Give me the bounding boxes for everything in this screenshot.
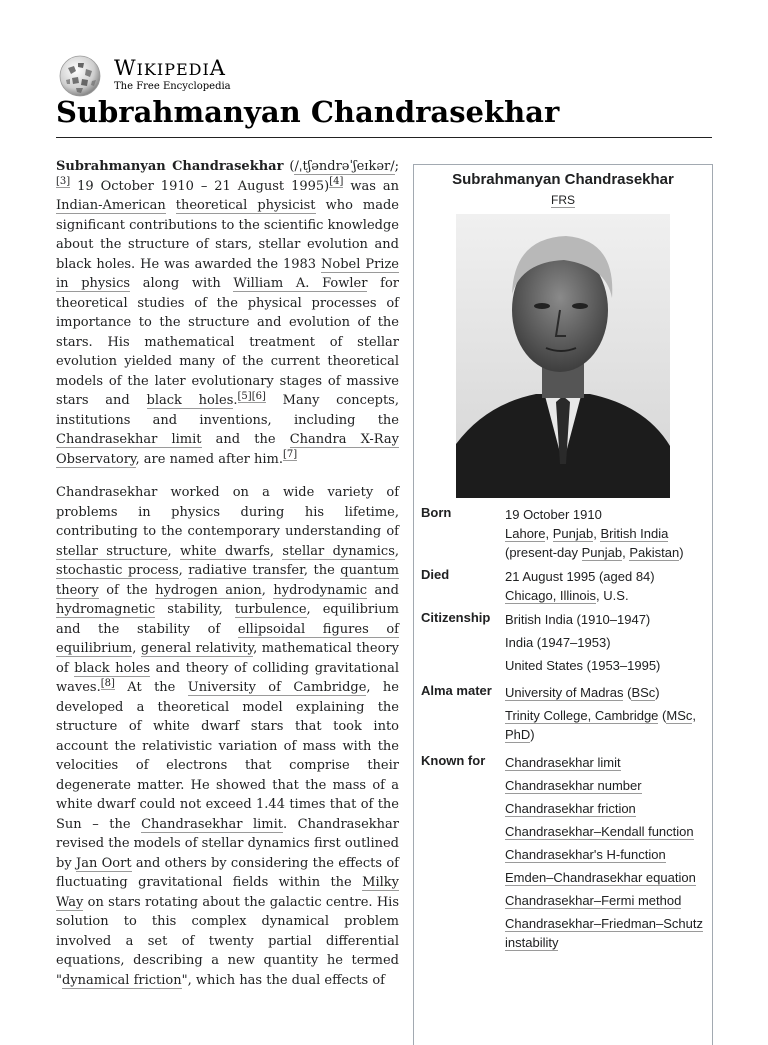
label-alma-mater: Alma mater — [421, 683, 492, 698]
text: , are named after him. — [135, 451, 284, 467]
data-born — [505, 505, 711, 562]
ref-link-5-6[interactable]: [5][6] — [237, 390, 266, 402]
ref-link-4[interactable]: [4] — [329, 176, 344, 188]
data-alma-mater — [505, 683, 711, 748]
link-known-for[interactable]: Emden–Chandrasekhar equation — [505, 870, 696, 885]
text: stability, — [155, 602, 235, 617]
born-place — [505, 524, 711, 543]
link-known-for[interactable]: Chandrasekhar–Fermi method — [505, 893, 682, 908]
text: , — [394, 543, 400, 559]
ref-3 — [56, 176, 70, 188]
link-hydrogen-anion[interactable]: hydrogen anion — [155, 582, 262, 598]
label-citizenship: Citizenship — [421, 610, 491, 625]
wordmark-cap-a: A — [209, 56, 226, 80]
text: Many concepts, institutions and inventions, including the — [56, 393, 399, 428]
text: , the — [303, 563, 341, 578]
link-hydromagnetic[interactable]: hydromagnetic — [56, 602, 156, 617]
citizenship-item: United States (1953–1995) — [505, 658, 661, 673]
link-pakistan[interactable]: Pakistan — [629, 545, 680, 560]
known-for-item — [505, 799, 711, 818]
text: along with — [130, 276, 234, 291]
text: , — [167, 543, 181, 559]
lifespan-text: 19 October 1910 – 21 August 1995) — [70, 178, 330, 194]
text: ", which has the dual effects of — [181, 972, 385, 988]
alma-trinity — [505, 706, 711, 744]
link-known-for[interactable]: Chandrasekhar–Kendall function — [505, 824, 694, 839]
text: . Chandrasekhar revised the models of stellar dynamics first outlined by — [56, 816, 399, 871]
article-body — [56, 157, 399, 1004]
link-william-fowler[interactable]: William A. Fowler — [233, 276, 368, 291]
text: , — [178, 563, 189, 578]
text: , — [261, 582, 274, 598]
wikipedia-wordmark[interactable] — [114, 56, 226, 80]
link-phd[interactable]: PhD — [505, 727, 531, 742]
data-citizenship — [505, 610, 711, 679]
known-for-item — [505, 822, 711, 841]
text: (present-day — [505, 545, 582, 560]
data-known-for — [505, 753, 711, 956]
link-known-for[interactable]: Chandrasekhar friction — [505, 801, 636, 816]
link-known-for[interactable]: Chandrasekhar–Friedman–Schutz instability — [505, 916, 703, 950]
known-for-item — [505, 868, 711, 887]
link-frs[interactable]: FRS — [551, 193, 575, 207]
link-black-holes-2[interactable]: black holes — [74, 660, 151, 676]
text: and others by considering the effects of fluctuating gravitational fields within the — [56, 855, 399, 890]
link-known-for[interactable]: Chandrasekhar limit — [505, 755, 621, 770]
lead-paragraph — [56, 157, 399, 469]
known-for-item — [505, 776, 711, 795]
known-for-item — [505, 914, 711, 952]
link-known-for[interactable]: Chandrasekhar's H-function — [505, 847, 666, 862]
text: ( — [623, 685, 632, 700]
text: and — [367, 582, 399, 598]
text: , U.S. — [596, 588, 629, 603]
link-chandra-observatory[interactable]: Chandra X-Ray Observatory — [56, 432, 399, 467]
link-turbulence[interactable]: turbulence — [234, 602, 307, 617]
infobox-name: Subrahmanyan Chandrasekhar — [452, 171, 674, 188]
text: of the — [98, 582, 156, 598]
text: for theoretical studies of the physical processes of importance to the structure and evolution of the stars. His mathematical treatment of stellar evolution yielded many of the current theoretical models of the later evolutionary stages of massive stars and — [56, 276, 399, 408]
text: , — [622, 545, 630, 560]
pronunciation-link[interactable]: /ˌtʃəndrəˈʃeɪkər/ — [294, 159, 395, 174]
link-radiative-transfer[interactable]: radiative transfer — [188, 563, 304, 578]
link-university-madras[interactable]: University of Madras — [505, 685, 624, 700]
text: ) — [530, 727, 535, 742]
text: , — [545, 526, 553, 541]
citizenship-item: India (1947–1953) — [505, 635, 611, 650]
wordmark-cap-w: W — [114, 56, 137, 80]
link-chicago[interactable]: Chicago, Illinois — [505, 588, 597, 603]
ref-5-6 — [238, 391, 266, 403]
text: At the — [114, 680, 188, 695]
infobox-post-nominal — [414, 193, 712, 207]
born-date: 19 October 1910 — [505, 507, 602, 522]
text: ) — [679, 545, 684, 560]
text: and the — [201, 432, 290, 447]
text: . — [233, 393, 238, 408]
known-for-item — [505, 891, 711, 910]
ref-8 — [101, 678, 115, 690]
ref-4 — [329, 176, 343, 188]
text: , equilibrium and the stability of — [56, 602, 399, 637]
ref-link-8[interactable]: [8] — [100, 677, 115, 689]
link-dynamical-friction[interactable]: dynamical friction — [61, 972, 182, 988]
link-quantum-theory[interactable]: quantum theory — [56, 563, 400, 598]
wikipedia-globe-icon[interactable] — [56, 54, 104, 98]
died-date: 21 August 1995 (aged 84) — [505, 569, 655, 584]
link-white-dwarfs[interactable]: white dwarfs — [180, 543, 270, 559]
citizenship-item: British India (1910–1947) — [505, 612, 651, 627]
infobox — [413, 164, 713, 1045]
text: on stars rotating about the galactic centre. His solution to this complex dynamical problem involved a set of twenty partial differential equations, describing a new quantity he termed " — [56, 894, 399, 988]
text: , — [269, 543, 283, 559]
link-stellar-dynamics[interactable]: stellar dynamics — [282, 543, 395, 559]
ref-link-7[interactable]: [7] — [283, 449, 298, 461]
link-british-india[interactable]: British India — [600, 526, 669, 541]
link-trinity-college[interactable]: Trinity College, Cambridge — [505, 708, 659, 723]
alma-madras — [505, 683, 711, 702]
text: , — [132, 641, 141, 656]
ref-7 — [283, 449, 297, 461]
known-for-item — [505, 753, 711, 772]
text: ( — [658, 708, 667, 723]
text: , — [692, 708, 696, 723]
link-general-relativity[interactable]: general relativity — [140, 641, 254, 656]
link-hydrodynamic[interactable]: hydrodynamic — [273, 582, 368, 598]
link-nobel-prize[interactable]: Nobel Prize in physics — [56, 256, 399, 291]
label-known-for: Known for — [421, 753, 486, 768]
known-for-item — [505, 845, 711, 864]
text: and theory of colliding gravitational waves. — [56, 660, 399, 695]
portrait-photo[interactable] — [456, 214, 670, 498]
text: Chandrasekhar worked on a wide variety of problems in physics during his lifetime, contributing to the contemporary understanding of — [56, 485, 399, 539]
link-bsc[interactable]: BSc — [631, 685, 656, 700]
link-jan-oort[interactable]: Jan Oort — [75, 855, 132, 871]
text: was an — [343, 178, 400, 194]
link-punjab[interactable]: Punjab — [552, 526, 594, 541]
data-died — [505, 567, 711, 605]
wordmark-rest: IKIPEDI — [136, 60, 210, 79]
link-known-for[interactable]: Chandrasekhar number — [505, 778, 642, 793]
text — [166, 198, 176, 213]
second-paragraph — [56, 483, 399, 990]
link-stellar-structure[interactable]: stellar structure — [56, 543, 168, 559]
link-ellipsoidal-figures[interactable]: ellipsoidal figures of equilibrium — [56, 621, 399, 656]
label-died: Died — [421, 567, 450, 582]
link-msc[interactable]: MSc — [666, 708, 693, 723]
text: ) — [655, 685, 660, 700]
subject-name: Subrahmanyan Chandrasekhar — [56, 159, 284, 174]
text: ( — [283, 159, 295, 174]
label-born: Born — [421, 505, 452, 520]
link-university-cambridge[interactable]: University of Cambridge — [187, 680, 367, 695]
text: , mathematical theory of — [56, 641, 399, 676]
link-chandrasekhar-limit[interactable]: Chandrasekhar limit — [56, 432, 202, 447]
link-chandrasekhar-limit-2[interactable]: Chandrasekhar limit — [141, 816, 283, 832]
ref-link-3[interactable]: [3] — [56, 176, 71, 188]
link-black-holes[interactable]: black holes — [146, 393, 234, 408]
tagline: The Free Encyclopedia — [114, 81, 231, 92]
link-stochastic-process[interactable]: stochastic process — [56, 563, 179, 578]
text: , he developed a theoretical model explaining the structure of white dwarf stars that took into account the relativistic variation of mass with the velocities of electrons that comprise their degenerate matter. He showed that the mass of a white dwarf could not exceed 1.44 times that of the Sun – the — [56, 680, 399, 832]
site-header — [56, 54, 716, 98]
link-lahore[interactable]: Lahore — [505, 526, 546, 541]
born-present-day — [505, 543, 711, 562]
text: who made significant contributions to the scientific knowledge about the structure of stars, stellar evolution and black holes. He was awarded the 1983 — [56, 198, 400, 272]
page-title: Subrahmanyan Chandrasekhar — [56, 95, 560, 129]
text: , — [593, 526, 601, 541]
title-divider — [56, 137, 712, 138]
link-punjab-pk[interactable]: Punjab — [581, 545, 623, 560]
link-indian-american[interactable]: Indian-American — [56, 198, 166, 213]
link-milky-way[interactable]: Milky Way — [56, 875, 399, 910]
text: ; — [394, 159, 399, 174]
died-place — [505, 586, 711, 605]
link-theoretical-physicist[interactable]: theoretical physicist — [175, 198, 316, 213]
